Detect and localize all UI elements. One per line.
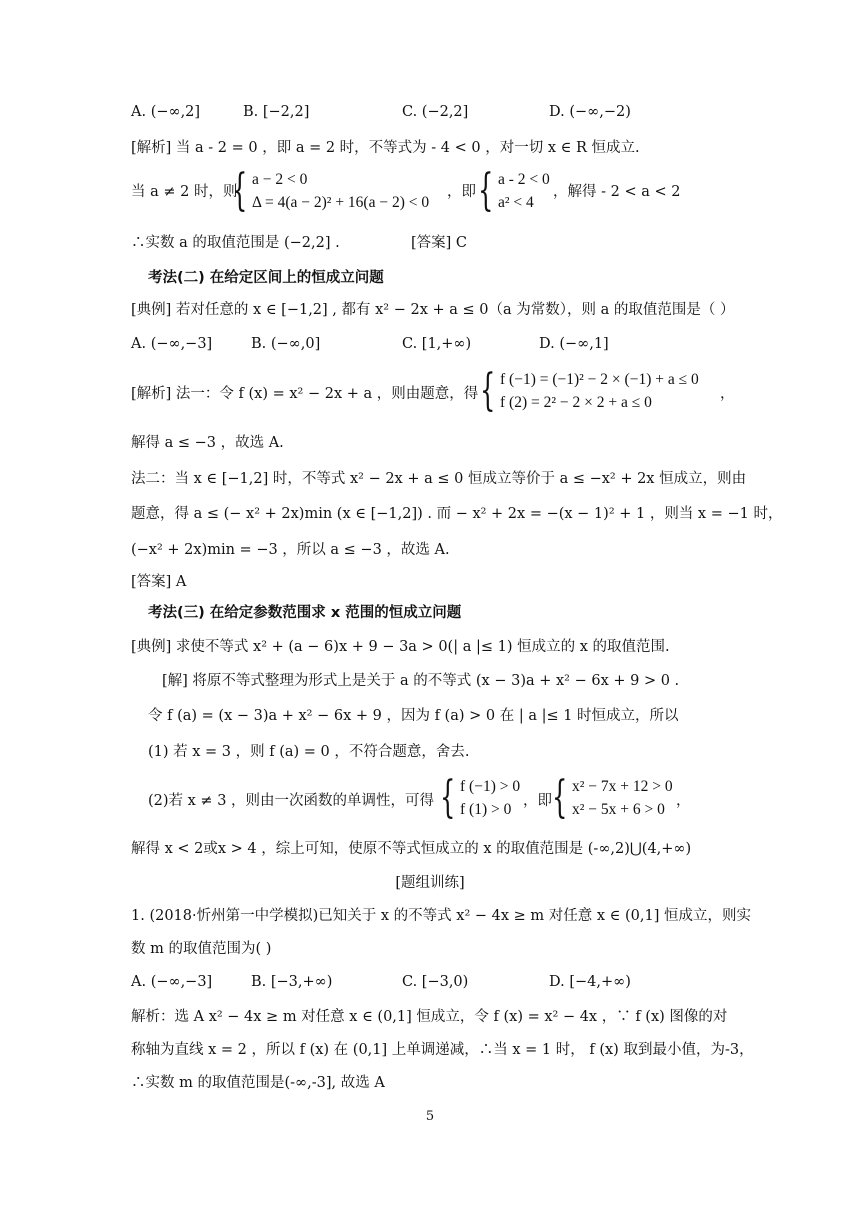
solution-text: ， [676, 793, 691, 809]
analysis-line: 题意，得 a ≤ (− x² + 2x)min (x ∈ [−1,2]) . 而 − x² + 2x = −(x − 1)² + 1 ，则当 x = −1 时， [131, 506, 783, 522]
solution-text: ，即 [523, 793, 552, 809]
analysis-line: 称轴为直线 x = 2 ，所以 f (x) 在 (0,1] 上单调递减，∴当 x = 1 时， f (x) 取到最小值，为-3， [131, 1042, 754, 1058]
exercise-line: 数 m 的取值范围为( ) [131, 941, 272, 957]
system-row: a - 2 < 0 [498, 171, 550, 188]
analysis-line: ∴实数 m 的取值范围是(-∞,-3], 故选 A [131, 1075, 385, 1091]
option-d: D. [−4,+∞) [549, 974, 631, 990]
system-row: f (2) = 2² − 2 × 2 + a ≤ 0 [500, 394, 652, 411]
analysis-line: 解析：选 A x² − 4x ≥ m 对任意 x ∈ (0,1] 恒成立，令 f (x) = x² − 4x ，∵ f (x) 图像的对 [131, 1009, 728, 1025]
option-c: C. (−2,2] [402, 104, 469, 120]
system-row: a − 2 < 0 [252, 171, 308, 188]
case-text: ，解得 - 2 < a < 2 [553, 184, 681, 200]
option-d: D. (−∞,1] [539, 336, 609, 352]
analysis-line: 法二：当 x ∈ [−1,2] 时，不等式 x² − 2x + a ≤ 0 恒成立等价于 a ≤ −x² + 2x 恒成立，则由 [131, 471, 747, 487]
option-a: A. (−∞,−3] [131, 336, 213, 352]
case-text: ，即 [447, 184, 476, 200]
page-number: 5 [425, 1109, 435, 1124]
inequality-system: { f (−1) > 0 f (1) > 0 [440, 772, 521, 823]
option-b: B. [−2,2] [243, 104, 310, 120]
option-a: A. (−∞,−3] [131, 974, 213, 990]
section-heading: 考法(二) 在给定区间上的恒成立问题 [148, 270, 384, 286]
answer-line: [答案] A [131, 574, 187, 590]
answer-label: [答案] C [411, 235, 468, 251]
system-row: a² < 4 [498, 194, 534, 211]
exercise-line: 1. (2018·忻州第一中学模拟)已知关于 x 的不等式 x² − 4x ≥ m 对任意 x ∈ (0,1] 恒成立，则实 [131, 908, 751, 924]
analysis-line: [解析] 当 a - 2 = 0 ，即 a = 2 时，不等式为 - 4 < 0 ，对一切 x ∈ R 恒成立. [131, 140, 640, 156]
inequality-system: { a − 2 < 0 Δ = 4(a − 2)² + 16(a − 2) < 0 [232, 165, 430, 216]
solution-line: [解] 将原不等式整理为形式上是关于 a 的不等式 (x − 3)a + x² − 6x + 9 > 0 . [162, 673, 680, 689]
option-b: B. [−3,+∞) [251, 974, 333, 990]
option-c: C. [1,+∞) [402, 336, 472, 352]
analysis-line: [解析] 法一：令 f (x) = x² − 2x + a ，则由题意，得 [131, 386, 479, 402]
option-b: B. (−∞,0] [251, 336, 321, 352]
section-title: [题组训练] [395, 875, 465, 891]
option-a: A. (−∞,2] [131, 104, 201, 120]
option-c: C. [−3,0) [402, 974, 469, 990]
system-row: f (1) > 0 [460, 801, 512, 818]
analysis-text: ， [720, 386, 735, 402]
solution-line: 令 f (a) = (x − 3)a + x² − 6x + 9 ，因为 f (a) > 0 在 | a |≤ 1 时恒成立，所以 [148, 708, 679, 724]
example-line: [典例] 求使不等式 x² + (a − 6)x + 9 − 3a > 0(| a |≤ 1) 恒成立的 x 的取值范围. [131, 639, 670, 655]
option-d: D. (−∞,−2) [549, 104, 631, 120]
case-text: 当 a ≠ 2 时，则 [131, 184, 238, 200]
system-row: x² − 7x + 12 > 0 [572, 778, 673, 795]
analysis-line: 解得 a ≤ −3 ，故选 A. [131, 435, 284, 451]
inequality-system: { a - 2 < 0 a² < 4 [478, 165, 550, 216]
system-row: Δ = 4(a − 2)² + 16(a − 2) < 0 [252, 194, 430, 211]
solution-line: (2)若 x ≠ 3 ，则由一次函数的单调性，可得 [148, 793, 435, 809]
system-row: f (−1) = (−1)² − 2 × (−1) + a ≤ 0 [500, 371, 699, 388]
section-heading: 考法(三) 在给定参数范围求 x 范围的恒成立问题 [148, 605, 462, 621]
system-row: x² − 5x + 6 > 0 [572, 801, 665, 818]
analysis-line: (−x² + 2x)min = −3 ，所以 a ≤ −3 ，故选 A. [131, 542, 450, 558]
inequality-system: { f (−1) = (−1)² − 2 × (−1) + a ≤ 0 f (2) = 2² − 2 × 2 + a ≤ 0 [480, 365, 699, 416]
inequality-system: { x² − 7x + 12 > 0 x² − 5x + 6 > 0 [552, 772, 673, 823]
conclusion-line: ∴实数 a 的取值范围是 (−2,2] . [131, 235, 340, 251]
solution-line: (1) 若 x = 3 ，则 f (a) = 0 ，不符合题意，舍去. [148, 744, 470, 760]
system-row: f (−1) > 0 [460, 778, 521, 795]
result-line: 解得 x < 2或x > 4 ，综上可知，使原不等式恒成立的 x 的取值范围是 (-∞,2)⋃(4,+∞) [131, 841, 692, 857]
example-line: [典例] 若对任意的 x ∈ [−1,2] , 都有 x² − 2x + a ≤ 0（a 为常数），则 a 的取值范围是（ ） [131, 302, 735, 318]
